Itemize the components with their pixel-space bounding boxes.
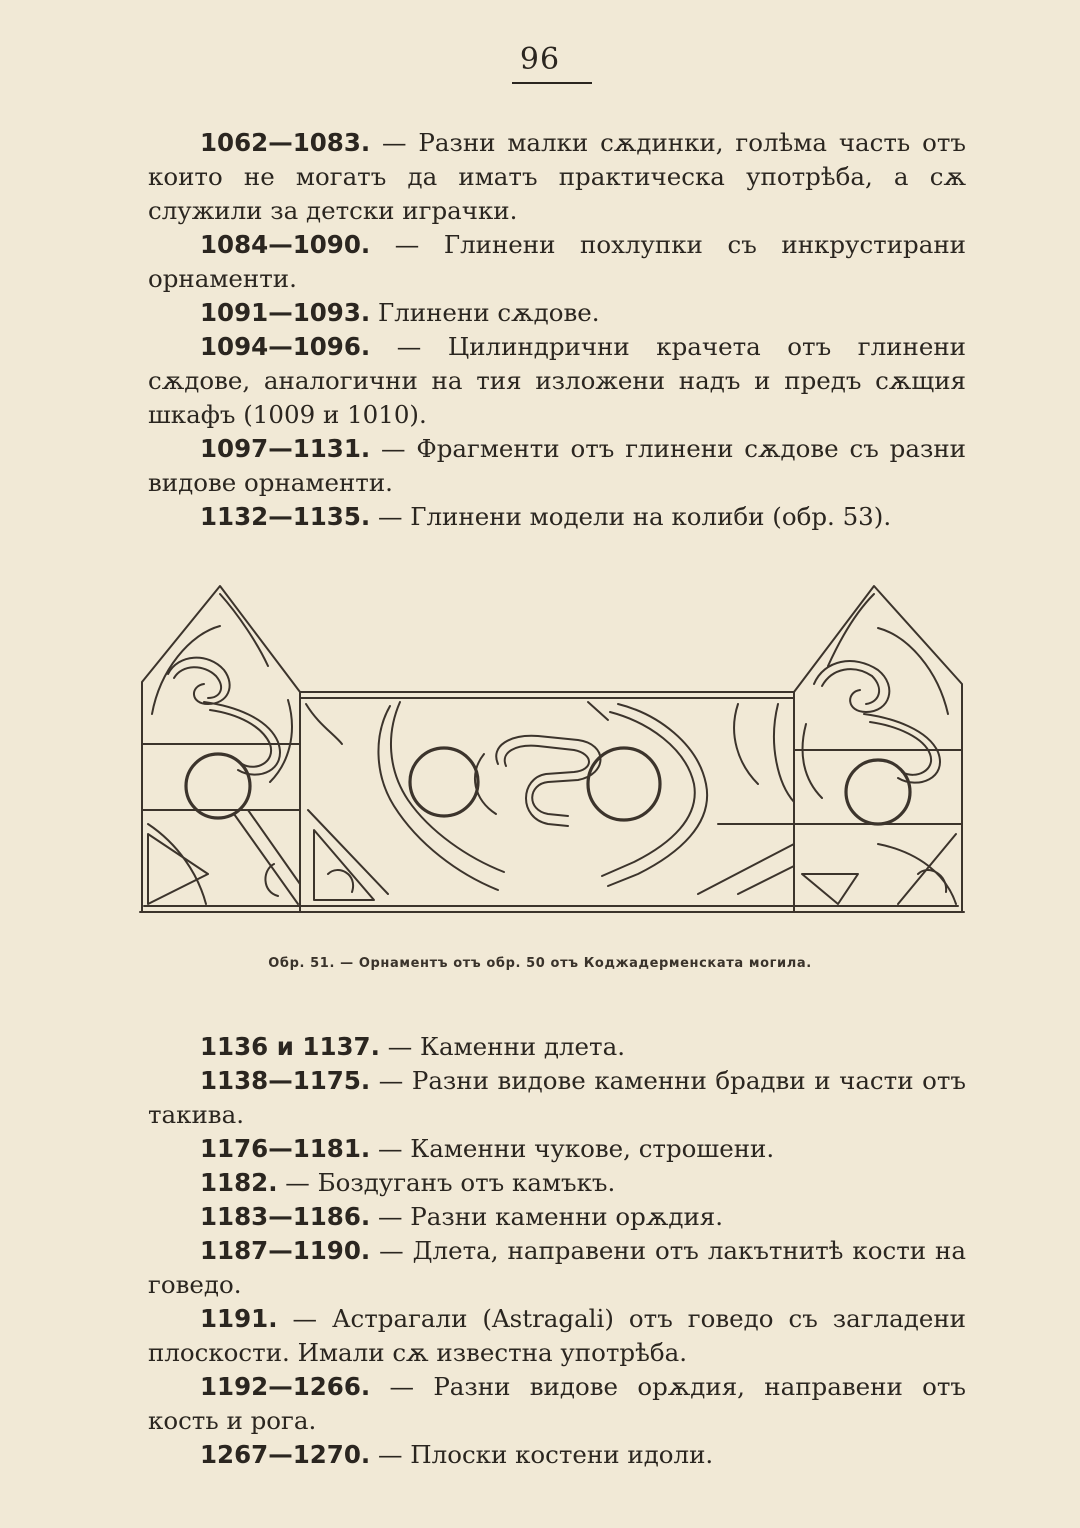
entry-number: 1192—1266. xyxy=(200,1372,371,1401)
right-inner-arc xyxy=(803,724,822,798)
catalog-entry xyxy=(148,1030,966,1064)
catalog-entry xyxy=(148,432,966,500)
center-right-curve xyxy=(734,704,758,784)
catalog-entry xyxy=(148,1438,966,1472)
catalog-entry xyxy=(148,1200,966,1234)
catalog-entry xyxy=(148,1064,966,1132)
right-circle-ornament xyxy=(846,760,910,824)
left-diagonal-line xyxy=(234,814,298,904)
center-big-right-arc-inner xyxy=(602,712,695,876)
right-diagonal-line xyxy=(898,834,956,904)
entry-text: — Каменни длета. xyxy=(379,1032,625,1061)
center-right-circle-ornament xyxy=(588,748,660,820)
entry-text: — Астрагали (Astragali) отъ говедо съ загладени плоскости. Имали сѫ известна употрѣба. xyxy=(148,1304,966,1367)
page-number: 96 xyxy=(519,42,561,77)
entry-text: — Разни малки сѫдинки, голѣма часть отъ които не могатъ да иматъ практическа употрѣба, а сѫ служили за детски играчки. xyxy=(148,128,966,225)
catalog-entry xyxy=(148,330,966,432)
center-top-tick xyxy=(588,702,608,720)
entry-number: 1182. xyxy=(200,1168,278,1197)
catalog-entry xyxy=(148,296,966,330)
left-small-arc xyxy=(265,864,278,896)
entry-text: — Длета, направени отъ лакътнитѣ кости на говедо. xyxy=(148,1236,966,1299)
entry-text: — Разни видове каменни брадви и части отъ такива. xyxy=(148,1066,966,1129)
center-left-curve xyxy=(306,704,342,744)
entry-number: 1183—1186. xyxy=(200,1202,371,1231)
center-left-circle-ornament xyxy=(410,748,478,816)
right-triangle-ornament xyxy=(802,874,858,904)
catalog-entry xyxy=(148,1132,966,1166)
entry-text: — Цилиндрични крачета отъ глинени сѫдове, аналогични на тия изложени надъ и предъ сѫщия шкафъ (1009 и 1010). xyxy=(148,332,966,429)
center-right-diagonal xyxy=(698,844,794,894)
entry-number: 1091—1093. xyxy=(200,298,371,327)
page-number-underline xyxy=(512,82,592,84)
entry-text: — Плоски костени идоли. xyxy=(370,1440,714,1469)
entry-text: — Фрагменти отъ глинени сѫдове съ разни видове орнаменти. xyxy=(148,434,966,497)
entry-text: — Разни каменни орѫдия. xyxy=(370,1202,724,1231)
entry-number: 1094—1096. xyxy=(200,332,371,361)
catalog-entries-top xyxy=(148,126,966,534)
left-gable-outline xyxy=(142,586,300,912)
right-gable-stroke xyxy=(828,594,874,666)
entry-number: 1191. xyxy=(200,1304,278,1333)
center-left-diagonal xyxy=(308,810,388,894)
catalog-entry xyxy=(148,500,966,534)
entry-number: 1084—1090. xyxy=(200,230,371,259)
entry-number: 1267—1270. xyxy=(200,1440,371,1469)
catalog-entry xyxy=(148,228,966,296)
entry-text: — Боздуганъ отъ камъкъ. xyxy=(277,1168,616,1197)
left-outer-arc xyxy=(152,626,220,714)
left-inner-arc xyxy=(270,700,292,782)
entry-number: 1097—1131. xyxy=(200,434,371,463)
ornament-illustration xyxy=(138,574,968,924)
center-right-curve-2 xyxy=(774,704,794,802)
left-circle-ornament xyxy=(186,754,250,818)
catalog-entries-bottom xyxy=(148,1030,966,1472)
right-outer-arc xyxy=(878,628,948,714)
left-gable-stroke xyxy=(220,594,268,666)
figure-caption: Обр. 51. — Орнаментъ отъ обр. 50 отъ Коджадерменската могила. xyxy=(268,956,812,971)
left-lower-curve xyxy=(148,824,206,904)
catalog-entry xyxy=(148,1166,966,1200)
catalog-entry xyxy=(148,126,966,228)
entry-text: — Глинени модели на колиби (обр. 53). xyxy=(370,502,892,531)
entry-number: 1136 и 1137. xyxy=(200,1032,380,1061)
entry-number: 1062—1083. xyxy=(200,128,371,157)
catalog-entry xyxy=(148,1302,966,1370)
catalog-entry xyxy=(148,1234,966,1302)
entry-number: 1176—1181. xyxy=(200,1134,371,1163)
entry-text: — Разни видове орѫдия, направени отъ кость и рога. xyxy=(148,1372,966,1435)
entry-number: 1138—1175. xyxy=(200,1066,371,1095)
center-right-diagonal-2 xyxy=(738,866,794,894)
entry-text: — Глинени похлупки съ инкрустирани орнаменти. xyxy=(148,230,966,293)
left-s-scroll-upper-inner xyxy=(174,667,221,698)
entry-number: 1187—1190. xyxy=(200,1236,371,1265)
left-s-scroll-lower-inner xyxy=(210,710,271,767)
right-s-scroll-lower-inner xyxy=(870,722,931,775)
left-triangle-ornament xyxy=(148,834,208,904)
center-left-triangle xyxy=(314,830,374,900)
entry-number: 1132—1135. xyxy=(200,502,371,531)
entry-text: Глинени сѫдове. xyxy=(370,298,600,327)
entry-text: — Каменни чукове, строшени. xyxy=(370,1134,775,1163)
left-diagonal-line-2 xyxy=(248,810,300,884)
center-left-small-arc xyxy=(328,870,353,892)
ornament-drawing xyxy=(138,574,968,924)
catalog-entry xyxy=(148,1370,966,1438)
center-big-left-arc-inner xyxy=(391,702,504,872)
